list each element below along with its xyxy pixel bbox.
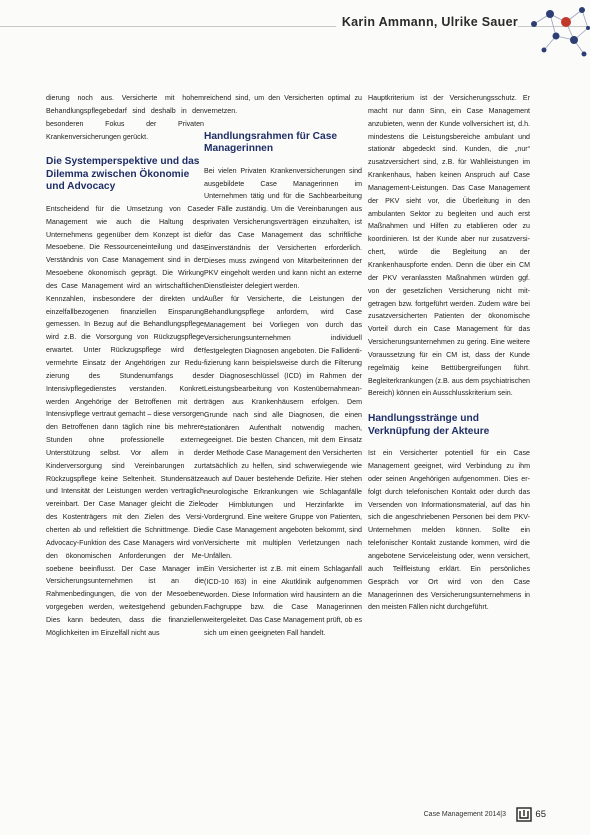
cm-logo-icon — [516, 807, 532, 822]
body-paragraph: Ist ein Versicherter potentiell für ein Case Management geeignet, wird Verbindung zu ihm oder seinen Angehörigen aufgenommen. Dies erfolgt durch telefonischen Kontakt oder durch das Versenden von Informationsmaterial, auf das hin sich die angeschriebenen Personen bei dem PKV-Unternehmen melden können. Sollte ein telefonischer Kontakt zustande kommen, wird die angebotene Serviceleistung oder, wenn versichert, auch Teilfleistung erklärt. Ein persönliches Gespräch vor Ort wird von den Case Managerinnen des Versicherungsunternehmens in den meisten Fällen nicht durchgeführt. — [368, 449, 530, 612]
header-authors: Karin Ammann, Ulrike Sauer — [336, 15, 518, 29]
section-heading: Handlungsstränge und Verknüpfung der Akteure — [368, 413, 490, 437]
network-nodes-logo-icon — [526, 0, 590, 62]
body-paragraph: Ein Versicherter ist z.B. mit einem Schlaganfall (ICD-10 I63) in eine Akutklinik aufgenommen worden. Diese Information wird hausintern an die Fachgruppe bzw. die Case Managerinnen weitergeleitet. Das Case Management prüft, ob es sich um einen geeigneten Fall handelt. — [204, 564, 362, 638]
section-heading: Die Systemperspektive und das Dilemma zwischen Ökonomie und Advocacy — [46, 156, 200, 193]
section-heading: Handlungsrahmen für Case Managerinnen — [204, 130, 338, 155]
body-paragraph: Hauptkriterium ist der Versicherungsschutz. Er macht nur dann Sinn, ein Case Management anzubieten, wenn der Kunde vollversichert ist, d.h. mindestens die Leistungsbereiche ambulant und stationär abgedeckt sind. Kunden, die „nur“ zusatzversichert sind, z.B. für Wahlleistungen im Krankenhaus, haben keinen Anspruch auf Case Management-Leistungen. Das Case Management der PKV sieht vor, die Überleitung in den ambulanten Sektor zu begleiten und auch erst Maßnahmen und Hilfen zu etablieren oder zu koordinieren. Ist der Kunde aber nur zusatzversichert, würde die Begleitung an der Krankenhauspforte enden. Denn die über ein CM der PKV veranlassten Maßnahmen würden ggf. von der gesetzlichen Versicherung nicht mitgetragen bzw. fortgeführt werden. Zudem wäre bei zusatzversicherten Patienten der ökonomische Vorteil durch ein Case Management für das Versicherungsunternehmen zu gering. Eine weitere Voraussetzung für ein CM ist, dass der Kunde regelmäig keine Bettübergreifungen führt. Begleiterkrankungen (z.B. aus dem psychiatrischen Bereich) können ein Ausschlusskriterium sein. — [368, 94, 530, 398]
body-paragraph: Außer für Versicherte, die Leistungen der Behandlungspflege anfordern, wird Case Management bei Vorliegen von durch das Versicherungsunternehmen individuell festgelegten Diagnosen angeboten. Die Fallidentifizierung kann beispielsweise durch die Filterung der Diagnoseschlüssel (ICD) im Rahmen der Leistungsbearbeitung von Kostenübernahmeanträgen aus Krankenhäusern erfolgen. Dem Grunde nach sind alle Diagnosen, die einen stationären Aufenthalt notwendig machen, geeignet. Die besten Chancen, mit dem Einsatz der Methode Case Management den Versicherten tatsächlich zu helfen, sind schwerwiegende wie auch auf Dauer bestehende Defizite. Hier stehen neurologische Erkrankungen wie Schlaganfälle oder Hirnblutungen und Herzinfarkte im Vordergrund. Eine weitere Gruppe von Patienten, die Case Management angeboten bekommt, sind Versicherte mit multiplen Verletzungen nach Unfällen. — [204, 295, 362, 560]
page-header — [0, 12, 590, 38]
page-footer — [0, 806, 590, 828]
body-paragraph: reichend sind, um den Versicherten optimal zu vernetzen. — [204, 94, 362, 115]
page-number: 65 — [535, 809, 546, 820]
body-paragraph: Entscheidend für die Umsetzung von Case Management wie auch die Haltung des Unternehmens gegenüber dem Konzept ist die Mesoebene. Die Ressourceneinteilung und das Verständnis von Case Management sind in der Mesoebene ökonomisch geprägt. Die Wirkung des Case Management wird an wirtschaftlichen Kennzahlen, insbesondere der direkten und einzelfallbezogenen finanziellen Einsparung gemessen. In Bezug auf die Behandlungspflege wird z.B. die Vorsorgung von Rückzugspflege erwartet. Unter Rückzugspflege wird der vermehrte Einsatz der Angehörigen zur Reduzierung des Stundenumfangs des Intensivpflegedienstes verstanden. Konkret werden Angehörige der Betroffenen mit der Intensivpflege vertraut gemacht – diese versorgen den Betroffenen dann täglich nine bis mehrere Stunden ohne professionelle externe Unterstützung selbst. Vor allem in der Kinderversorgung sind Vereinbarungen zur Rückzugspflege keine Seltenheit. Stundensätze und Intensität der Leistungen werden vertraglich vereinbart. Der Case Manager gleicht die Ziele des Kostenträgers mit den Zielen des Versicherten ab und reflektiert die Schnittmenge. Die Advocacy-Funktion des Case Managers wird von den ökonomischen Anforderungen der Mesoebene beeinflusst. Der Case Manager im Versicherungsunternehmen ist an die Rahmenbedingungen, die von der Mesoebene vorgegeben werden, weitestgehend gebunden. Dies kann bedeuten, dass die finanziellen Möglichkeiten im Einzelfall nicht aus — [46, 204, 204, 637]
column-right — [368, 92, 530, 614]
body-paragraph: dierung noch aus. Versicherte mit hohem Behandlungspflegebedarf sind deshalb in den besonderen Fokus der Privaten Krankenversicherungen gerückt. — [46, 94, 204, 141]
body-paragraph: Bei vielen Privaten Krankenversicherungen sind ausgebildete Case Managerinnen im Unternehmen tätig und für die Sachbearbeitung der Fälle zuständig. Um die Vereinbarungen aus privaten Versicherungsverträgen einzuhalten, ist für das Case Management das schriftliche Einverständnis der Versicherten erforderlich. Dieses muss zwingend von Mitarbeiterinnen der PKV eingeholt werden und kann nicht an externe Dienstleister delegiert werden. — [204, 166, 362, 291]
column-middle — [204, 92, 362, 640]
column-left — [46, 92, 204, 640]
footer-journal-name: Case Management 2014|3 — [423, 811, 506, 818]
